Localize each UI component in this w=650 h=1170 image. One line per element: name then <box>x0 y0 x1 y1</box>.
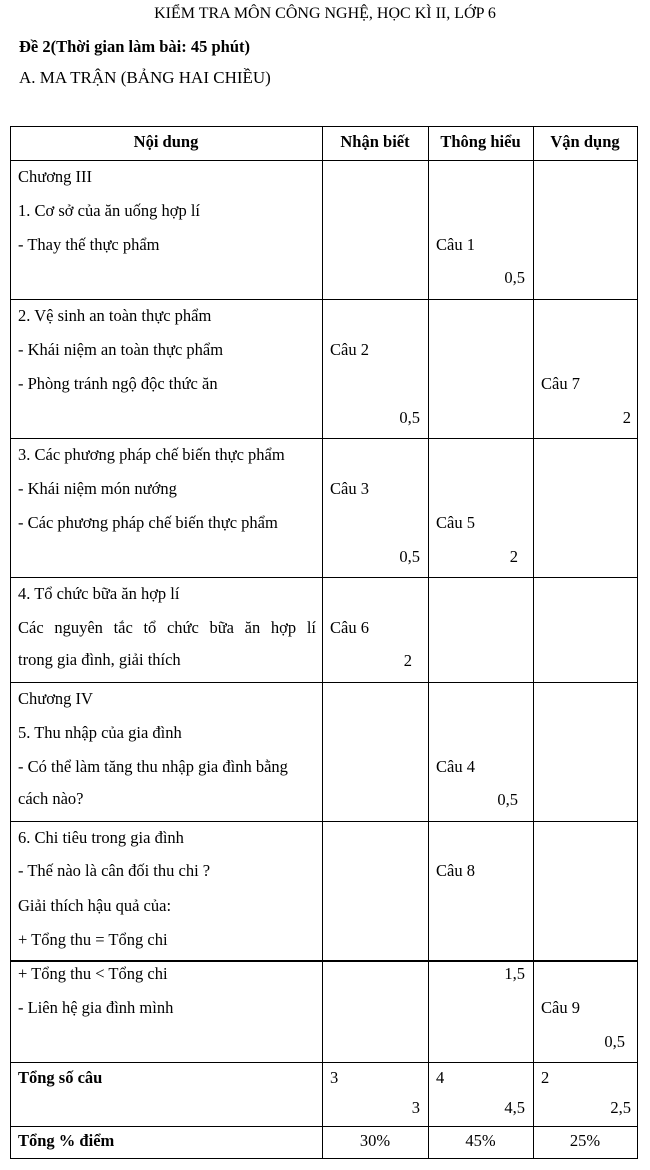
row6-understand-question: Câu 8 <box>436 861 475 880</box>
row-divider <box>10 299 638 300</box>
total-questions-label: Tổng số câu <box>18 1068 103 1087</box>
column-divider <box>322 126 323 1158</box>
row6-line3: Giải thích hậu quả của: <box>18 896 172 915</box>
section-heading: A. MA TRẬN (BẢNG HAI CHIỀU) <box>19 68 271 87</box>
row-divider <box>10 1062 638 1063</box>
total-recognize-points: 3 <box>411 1098 420 1117</box>
row3-recognize-points: 0,5 <box>399 547 420 566</box>
row7-understand-points: 1,5 <box>504 964 525 983</box>
row6-line4: + Tổng thu = Tổng chi <box>18 930 168 949</box>
row-divider <box>10 1126 638 1127</box>
row6-line2: - Thế nào là cân đối thu chi ? <box>18 861 211 880</box>
row4-recognize-question: Câu 6 <box>330 618 369 637</box>
row1-line2: 1. Cơ sở của ăn uống hợp lí <box>18 201 200 220</box>
row5-line3: - Có thể làm tăng thu nhập gia đình bằng <box>18 757 288 776</box>
row1-understand-question: Câu 1 <box>436 235 475 254</box>
table-border-bottom <box>10 1158 638 1159</box>
table-border-right <box>637 126 638 1158</box>
row3-understand-points: 2 <box>509 547 518 566</box>
total-apply-points: 2,5 <box>610 1098 631 1117</box>
row3-line1: 3. Các phương pháp chế biến thực phẩm <box>18 445 285 464</box>
row1-understand-points: 0,5 <box>504 268 525 287</box>
table-border-top <box>10 126 638 127</box>
header-recognize: Nhận biết <box>340 132 410 151</box>
row2-line2: - Khái niệm an toàn thực phẩm <box>18 340 224 359</box>
row3-line3: - Các phương pháp chế biến thực phẩm <box>18 513 278 532</box>
row2-apply-question: Câu 7 <box>541 374 580 393</box>
total-understand-count: 4 <box>436 1068 445 1087</box>
column-divider <box>533 126 534 1158</box>
percent-recognize: 30% <box>359 1131 391 1150</box>
row5-understand-points: 0,5 <box>497 790 518 809</box>
row-divider <box>10 682 638 683</box>
total-understand-points: 4,5 <box>504 1098 525 1117</box>
row-divider <box>10 577 638 578</box>
header-understand: Thông hiểu <box>440 132 521 151</box>
row7-apply-question: Câu 9 <box>541 998 580 1017</box>
header-content: Nội dung <box>133 132 199 151</box>
row3-line2: - Khái niệm món nướng <box>18 479 177 498</box>
total-recognize-count: 3 <box>330 1068 339 1087</box>
row2-recognize-question: Câu 2 <box>330 340 369 359</box>
total-percent-label: Tổng % điểm <box>18 1131 115 1150</box>
row7-line1: + Tổng thu < Tổng chi <box>18 964 168 983</box>
row-divider <box>10 160 638 161</box>
row1-line1: Chương III <box>18 167 93 186</box>
row5-line4: cách nào? <box>18 789 84 808</box>
row7-line2: - Liên hệ gia đình mình <box>18 998 174 1017</box>
row1-line3: - Thay thế thực phẩm <box>18 235 160 254</box>
row4-line1: 4. Tổ chức bữa ăn hợp lí <box>18 584 180 603</box>
table-border-left <box>10 126 11 1158</box>
total-apply-count: 2 <box>541 1068 550 1087</box>
row4-line2: Các nguyên tắc tổ chức bữa ăn hợp lí <box>18 618 316 637</box>
row4-recognize-points: 2 <box>403 651 412 670</box>
row2-line3: - Phòng tránh ngộ độc thức ăn <box>18 374 218 393</box>
row5-line1: Chương IV <box>18 689 93 708</box>
row3-recognize-question: Câu 3 <box>330 479 369 498</box>
row6-line1: 6. Chi tiêu trong gia đình <box>18 828 184 847</box>
percent-understand: 45% <box>465 1131 496 1150</box>
row2-line1: 2. Vệ sinh an toàn thực phẩm <box>18 306 212 325</box>
row2-apply-points: 2 <box>622 408 631 427</box>
row4-line3: trong gia đình, giải thích <box>18 650 181 669</box>
row5-understand-question: Câu 4 <box>436 757 475 776</box>
exam-info: Đề 2(Thời gian làm bài: 45 phút) <box>19 37 250 56</box>
row3-understand-question: Câu 5 <box>436 513 475 532</box>
percent-apply: 25% <box>569 1131 601 1150</box>
row7-apply-points: 0,5 <box>604 1032 625 1051</box>
row-divider <box>10 960 638 962</box>
row2-recognize-points: 0,5 <box>399 408 420 427</box>
row-divider <box>10 821 638 822</box>
document-title: KIỂM TRA MÔN CÔNG NGHỆ, HỌC KÌ II, LỚP 6 <box>154 5 496 22</box>
header-apply: Vận dụng <box>550 132 620 151</box>
row5-line2: 5. Thu nhập của gia đình <box>18 723 182 742</box>
row-divider <box>10 438 638 439</box>
